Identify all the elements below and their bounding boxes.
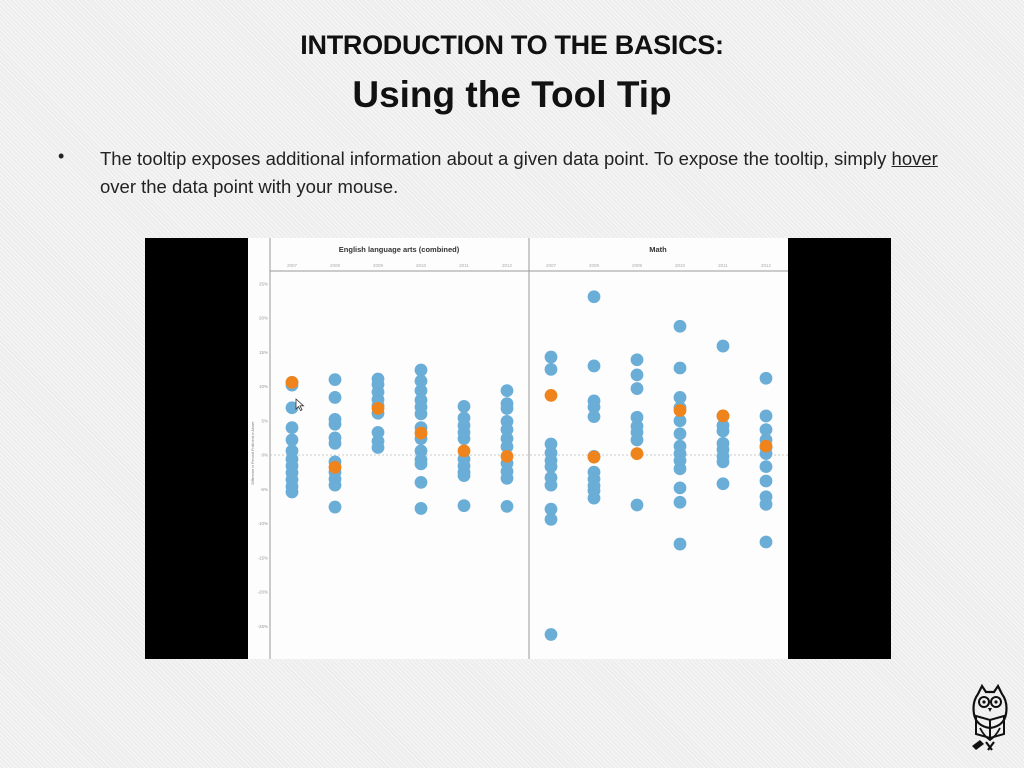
bullet-marker: • — [58, 146, 65, 166]
y-tick-label: 10% — [258, 384, 268, 389]
panel-title-ela: English language arts (combined) — [338, 245, 460, 254]
data-point[interactable] — [588, 290, 601, 303]
highlighted-data-point[interactable] — [717, 410, 730, 423]
x-tick-label: 2007 — [545, 263, 557, 268]
y-tick-label: 15% — [258, 349, 268, 355]
data-point[interactable] — [674, 362, 687, 375]
highlighted-data-point[interactable] — [674, 404, 687, 417]
x-tick-label: 2009 — [372, 263, 384, 268]
data-point[interactable] — [588, 360, 601, 373]
x-tick-label: 2012 — [760, 263, 772, 268]
data-point[interactable] — [415, 408, 428, 421]
x-tick-label: 2011 — [718, 263, 728, 268]
data-point[interactable] — [760, 372, 773, 385]
data-point[interactable] — [501, 500, 514, 513]
data-point[interactable] — [631, 382, 644, 395]
data-point[interactable] — [717, 477, 730, 490]
data-point[interactable] — [545, 460, 558, 473]
slide-subtitle: Using the Tool Tip — [352, 74, 672, 115]
highlighted-data-point[interactable] — [372, 402, 385, 415]
data-point[interactable] — [415, 476, 428, 489]
data-point[interactable] — [588, 410, 601, 423]
data-point[interactable] — [329, 437, 342, 450]
data-point[interactable] — [760, 475, 773, 488]
data-point[interactable] — [631, 353, 644, 366]
y-tick-label: -5% — [259, 486, 268, 492]
data-point[interactable] — [329, 373, 342, 386]
y-tick-label: 20% — [258, 315, 268, 321]
x-tick-label: 2010 — [415, 263, 427, 268]
y-tick-label: -20% — [257, 589, 268, 595]
highlighted-data-point[interactable] — [458, 444, 471, 457]
x-tick-label: 2009 — [631, 263, 643, 268]
data-point[interactable] — [588, 492, 601, 505]
data-point[interactable] — [545, 513, 558, 526]
y-tick-label: -15% — [257, 555, 268, 561]
y-axis-label: Difference in Percent Proficient or Above — [251, 421, 255, 485]
highlighted-data-point[interactable] — [545, 389, 558, 402]
data-point[interactable] — [286, 486, 299, 499]
data-point[interactable] — [501, 472, 514, 485]
data-point[interactable] — [674, 496, 687, 509]
panel-title-math: Math — [649, 245, 667, 254]
data-point[interactable] — [329, 391, 342, 404]
x-tick-label: 2012 — [501, 263, 513, 268]
slide-title: INTRODUCTION TO THE BASICS: — [300, 30, 724, 60]
x-tick-label: 2011 — [459, 263, 469, 268]
data-point[interactable] — [760, 460, 773, 473]
data-point[interactable] — [415, 502, 428, 515]
data-point[interactable] — [458, 499, 471, 512]
highlighted-data-point[interactable] — [588, 451, 601, 464]
hover-word: hover — [891, 148, 938, 169]
data-point[interactable] — [717, 455, 730, 468]
data-point[interactable] — [545, 479, 558, 492]
data-point[interactable] — [674, 427, 687, 440]
data-point[interactable] — [760, 410, 773, 423]
data-point[interactable] — [631, 499, 644, 512]
data-point[interactable] — [286, 434, 299, 447]
highlighted-data-point[interactable] — [415, 427, 428, 440]
bullet-text-end: over the data point with your mouse. — [100, 176, 399, 197]
data-point[interactable] — [458, 432, 471, 445]
x-tick-label: 2008 — [329, 263, 341, 268]
x-tick-label: 2007 — [286, 263, 298, 268]
highlighted-data-point[interactable] — [286, 376, 299, 389]
data-point[interactable] — [329, 501, 342, 514]
bullet-text-start: The tooltip exposes additional information about a given data point. To expose the tooltip, simply — [100, 148, 892, 169]
data-point[interactable] — [458, 400, 471, 413]
data-point[interactable] — [545, 628, 558, 641]
data-point[interactable] — [286, 421, 299, 434]
data-point[interactable] — [458, 469, 471, 482]
data-point[interactable] — [329, 479, 342, 492]
x-tick-label: 2010 — [674, 263, 686, 268]
data-point[interactable] — [674, 320, 687, 333]
chart-area[interactable] — [248, 238, 788, 659]
x-tick-label: 2008 — [588, 263, 600, 268]
data-point[interactable] — [545, 363, 558, 376]
y-tick-label: -10% — [257, 521, 268, 526]
highlighted-data-point[interactable] — [501, 450, 514, 463]
data-point[interactable] — [674, 538, 687, 551]
scatter-chart[interactable] — [248, 238, 788, 659]
bullet-text — [100, 145, 960, 201]
data-point[interactable] — [329, 418, 342, 431]
data-point[interactable] — [545, 351, 558, 364]
highlighted-data-point[interactable] — [631, 447, 644, 460]
data-point[interactable] — [717, 425, 730, 438]
data-point[interactable] — [501, 402, 514, 415]
y-tick-label: 5% — [261, 418, 268, 424]
data-point[interactable] — [631, 368, 644, 381]
data-point[interactable] — [760, 536, 773, 549]
data-point[interactable] — [631, 434, 644, 447]
y-tick-label: -25% — [257, 623, 268, 629]
chart-screenshot — [145, 238, 891, 659]
highlighted-data-point[interactable] — [329, 461, 342, 474]
highlighted-data-point[interactable] — [760, 440, 773, 453]
data-point[interactable] — [674, 462, 687, 475]
data-point[interactable] — [415, 364, 428, 377]
data-point[interactable] — [501, 384, 514, 397]
data-point[interactable] — [674, 481, 687, 494]
data-point[interactable] — [415, 458, 428, 471]
y-tick-label: 0% — [261, 452, 268, 458]
data-point[interactable] — [760, 498, 773, 511]
owl-reading-logo — [966, 684, 1014, 754]
data-point[interactable] — [372, 441, 385, 454]
data-point[interactable] — [717, 340, 730, 353]
y-tick-label: 25% — [258, 281, 268, 287]
